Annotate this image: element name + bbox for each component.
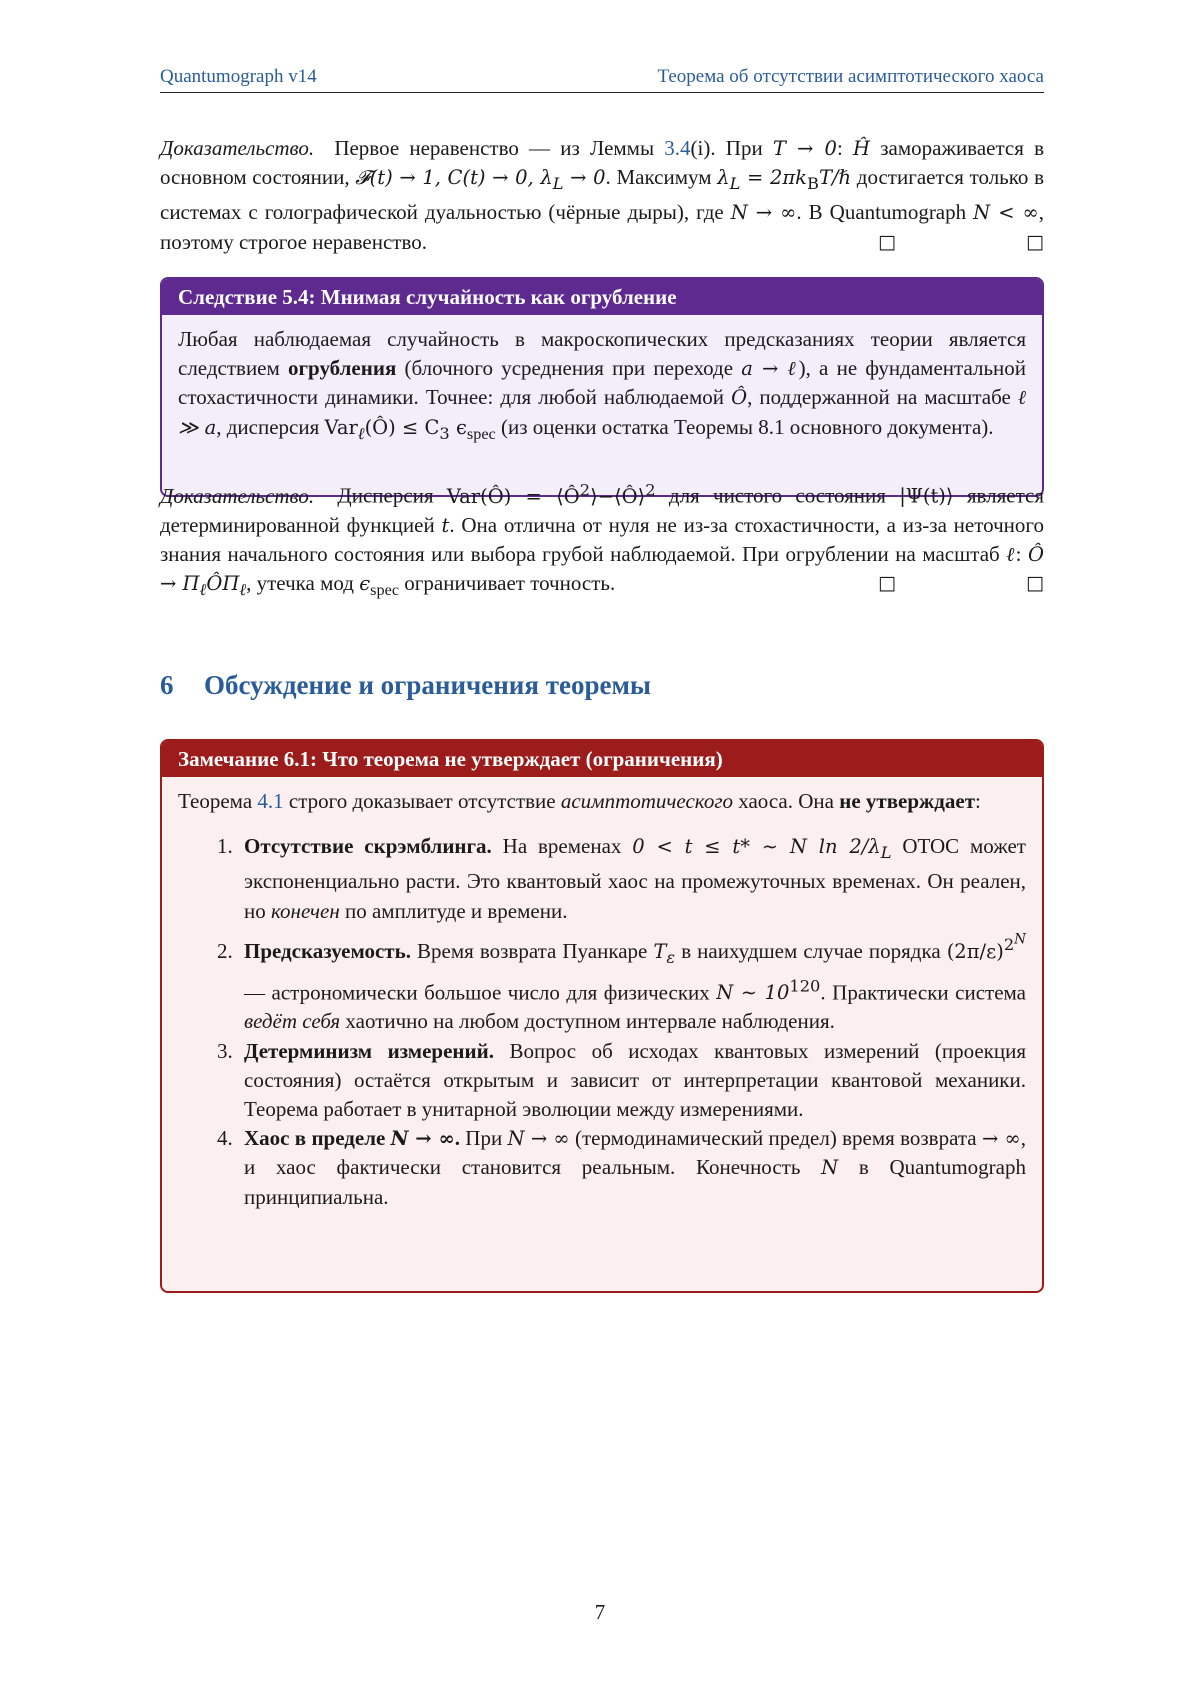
text: достигается только в системах с голографической дуальностью (чёрные дыры), где [160,165,1044,225]
qed-symbol: □ [1026,572,1044,595]
qed-symbol: □ [1026,230,1044,253]
remark-title: Замечание 6.1: Что теорема не утверждает (ограничения) [162,741,1042,777]
math: T → 0 [772,137,837,160]
remark-box [160,739,1044,1293]
header-left: Quantumograph v14 [160,66,317,87]
proof-2: Доказательство. Дисперсия Var(Ô) = $⟨Ô^2⟩-⟨Ô⟩^2$ для чистого состояния |Ψ(t)⟩ является детерминированной функцией t. Она отлична от нуля не из-за стохастичности, а из-за неточного знания начального состояния или выбора грубой наблюдаемой. При огрублении на масштаб ℓ: Ô → $\Pi_\ell Ô\Pi_\ell$, утечка мод $\epsilon_{spec}$ ограничивает точность. □ □ [160,480,1044,599]
text: Первое неравенство — из Леммы [334,136,665,160]
bold-term: огрубления [288,356,397,381]
corollary-box [160,277,1044,497]
math: Ĥ [853,137,871,160]
math: N → ∞ [730,201,797,225]
corollary-title: Следствие 5.4: Мнимая случайность как огрубление [162,279,1042,315]
corollary-body: Любая наблюдаемая случайность в макроскопических предсказаниях теории является следствием огрубления (блочного усреднения при переходе a → ℓ), а не фундаментальной стохастичности динамики. Точнее: для любой наблюдаемой Ô, поддержанной на масштабе ℓ ≫ a, дисперсия Var$_\ell$(Ô) ≤ $C_3$ $\epsilon_{spec}$ (из оценки остатка Теоремы 8.1 основного документа). [178,327,1026,443]
header-right: Теорема об отсутствии асимптотического хаоса [657,66,1044,87]
math: Var(Ô) = $⟨Ô^2⟩-⟨Ô⟩^2$ [446,480,656,508]
page-number: 7 [594,1600,606,1624]
remark-intro: Теорема 4.1 строго доказывает отсутствие асимптотического хаоса. Она не утверждает: [178,789,981,813]
text: . Максимум [605,165,718,190]
text: , поэтому строгое неравенство. [160,200,1044,254]
text: : [836,136,853,160]
section-title: Обсуждение и ограничения теоремы [204,670,651,700]
limitations-list [178,832,1026,1212]
section-number: 6 [160,670,174,700]
text: замораживается в основном состоянии, [160,136,1044,190]
qed-symbol: □ [878,230,896,253]
list-item: 4. Хаос в пределе N → ∞. При N → ∞ (термодинамический предел) время возврата → ∞, и хаос фактически становится реальным. Конечность N в Quantumograph принципиальна. [238,1124,1026,1212]
text: . В Quantumograph [796,200,974,225]
running-header [160,66,1044,93]
list-item: 1. Отсутствие скрэмблинга. На временах 0 < t ≤ t* ∼ N $\ln 2/\lambda_L$ OTOC может экспоненциально расти. Это квантовый хаос на промежуточных временах. Он реален, но конечен по амплитуде и времени. [238,832,1026,926]
text: (i). При [690,136,773,160]
list-item: 3. Детерминизм измерений. Вопрос об исходах квантовых измерений (проекция состояния) остаётся открытым и зависит от интерпретации квантовой механики. Теорема работает в унитарной эволюции между измерениями. [238,1037,1026,1125]
theorem-ref-link[interactable]: 4.1 [257,789,284,813]
math: 𝓕(t) → 1, C(t) → 0, $\lambda_L \to 0$ [355,166,606,194]
math: $\lambda_L$ = $2\pi k_BT/\hbar$ [717,166,852,194]
math: N < ∞ [973,201,1039,225]
remark-body [162,777,1042,1224]
list-item: 2. Предсказуемость. Время возврата Пуанкаре $T_\varepsilon$ в наихудшем случае порядка $(2\pi/\varepsilon)^{2^N}$ — астрономически большое число для физических N ∼ $10^{120}$. Практически система ведёт себя хаотично на любом доступном интервале наблюдения. [238,926,1026,1037]
math: Ô → $\Pi_\ell Ô\Pi_\ell$ [160,542,1044,599]
proof-1 [160,134,1044,257]
lemma-ref-link[interactable]: 3.4 [664,136,691,160]
qed-symbol: □ [878,572,896,595]
proof-label: Доказательство. [160,136,315,160]
section-heading [160,670,651,701]
proof-label: Доказательство. [160,483,315,508]
